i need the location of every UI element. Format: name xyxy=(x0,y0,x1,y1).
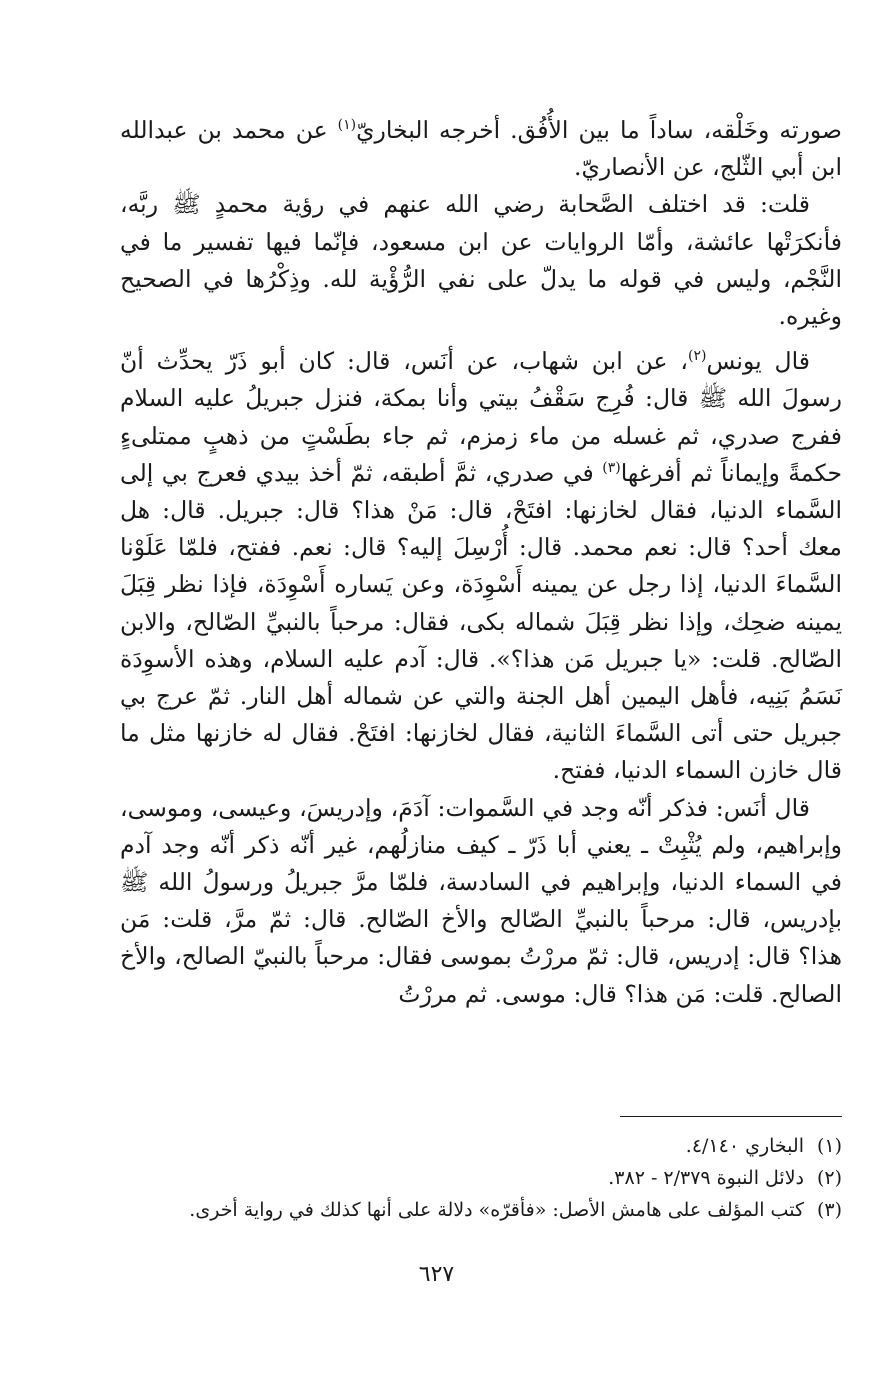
paragraph-1-text-a: صورته وخَلْقه، ساداً ما بين الأُفُق. أخرجه البخاريّ xyxy=(356,116,842,144)
footnote-ref-2: (٢) xyxy=(688,348,707,365)
paragraph-4: قال أنَس: فذكر أنّه وجد في السَّموات: آدَمَ، وإدريسَ، وعيسى، وموسى، وإبراهيم، ولم يُثْبِتْ ـ يعني أبا ذَرّ ـ كيف منازلُهم، غير أنّه ذكر أنّه وجد آدم في السماء الدنيا، وإبراهيم في السادسة، فلمّا مرَّ جبريلُ ورسولُ الله ﷺ بإدريس، قال: مرحباً بالنبيِّ الصّالح والأخ الصّالح. قال: ثمّ مرَّ، قلت: مَن هذا؟ قال: إدريس، قال: ثمّ مررْتُ بموسى فقال: مرحباً بالنبيّ الصالح، والأخ الصالح. قلت: مَن هذا؟ قال: موسى. ثم مررْتُ xyxy=(120,793,842,1008)
footnote-number: (٢) xyxy=(816,1167,842,1189)
paragraph-3-text-c: في صدري، ثمَّ أطبقه، ثمّ أخذ بيدي فعرج بي إلى السَّماء الدنيا، فقال لخازنها: افتَحْ، قال: مَنْ هذا؟ قال: جبريل. قال: هل معك أحد؟ قال: نعم محمد. قال: أُرْسِلَ إليه؟ قال: نعم. ففتح، فلمّا عَلَوْنا السَّماءَ الدنيا، إذا رجل عن يمينه أَسْوِدَة، وعن يَساره أَسْوِدَة، فإذا نظر قِبَلَ يمينه ضحِك، وإذا نظر قِبَلَ شماله بكى، فقال: مرحباً بالنبيِّ الصّالح، والابن الصّالح. قلت: «يا جبريل مَن هذا؟». قال: آدم عليه السلام، وهذه الأسوِدَة نَسَمُ بَنِيه، فأهل اليمين أهل الجنة والتي عن شماله أهل النار. ثمّ عرج بي جبريل حتى أتى السَّماءَ الثانية، فقال لخازنها: افتَحْ. فقال له خازنها مثل ما قال خازن السماء الدنيا، ففتح. xyxy=(120,458,842,785)
footnotes xyxy=(120,1130,842,1226)
footnote-2 xyxy=(120,1162,842,1194)
main-text xyxy=(120,112,842,1013)
paragraph-3-text-a: قال يونس xyxy=(706,347,810,376)
footnote-3 xyxy=(120,1194,842,1226)
footnote-divider xyxy=(620,1116,842,1117)
page-number: ٦٢٧ xyxy=(418,1262,455,1287)
footnote-text: كتب المؤلف على هامش الأصل: «فأقرّه» دلالة على أنها كذلك في رواية أخرى. xyxy=(189,1199,804,1221)
paragraph-2: قلت: قد اختلف الصَّحابة رضي الله عنهم في رؤية محمدٍ ﷺ ربَّه، فأنكرَتْها عائشة، وأمّا الروايات عن ابن مسعود، فإنّما فيها تفسير ما في النَّجْم، وليس في قوله ما يدلّ على نفي الرُّؤْية لله. وذِكْرُها في الصحيح وغيره. xyxy=(120,190,842,331)
footnote-number: (٣) xyxy=(816,1199,842,1221)
footnote-number: (١) xyxy=(816,1135,842,1157)
footnote-text: دلائل النبوة ٢/٣٧٩ - ٣٨٢. xyxy=(608,1167,804,1189)
footnote-1 xyxy=(120,1130,842,1162)
paragraph-3 xyxy=(120,343,842,789)
footnote-text: البخاري ٤/١٤٠. xyxy=(685,1135,804,1157)
footnote-ref-1: (١) xyxy=(337,117,357,134)
paragraph-1 xyxy=(120,112,842,186)
footnote-ref-3: (٣) xyxy=(602,460,621,476)
paragraph-1-text-b: عن محمد بن عبدالله ابن أبي الثّلج، عن الأنصاريّ. xyxy=(120,116,842,182)
paragraph-3-text-b: ، عن ابن شهاب، عن أنَس، قال: كان أبو ذَرّ يحدِّث أنّ رسولَ الله ﷺ قال: فُرِج سَقْفُ بيتي وأنا بمكة، فنزل جبريلُ عليه السلام ففرج صدري، ثم غسله من ماء زمزم، ثم جاء بطَسْتٍ من ذهبٍ ممتلىءٍ حكمةً وإيماناً ثم أفرغها xyxy=(120,347,842,487)
